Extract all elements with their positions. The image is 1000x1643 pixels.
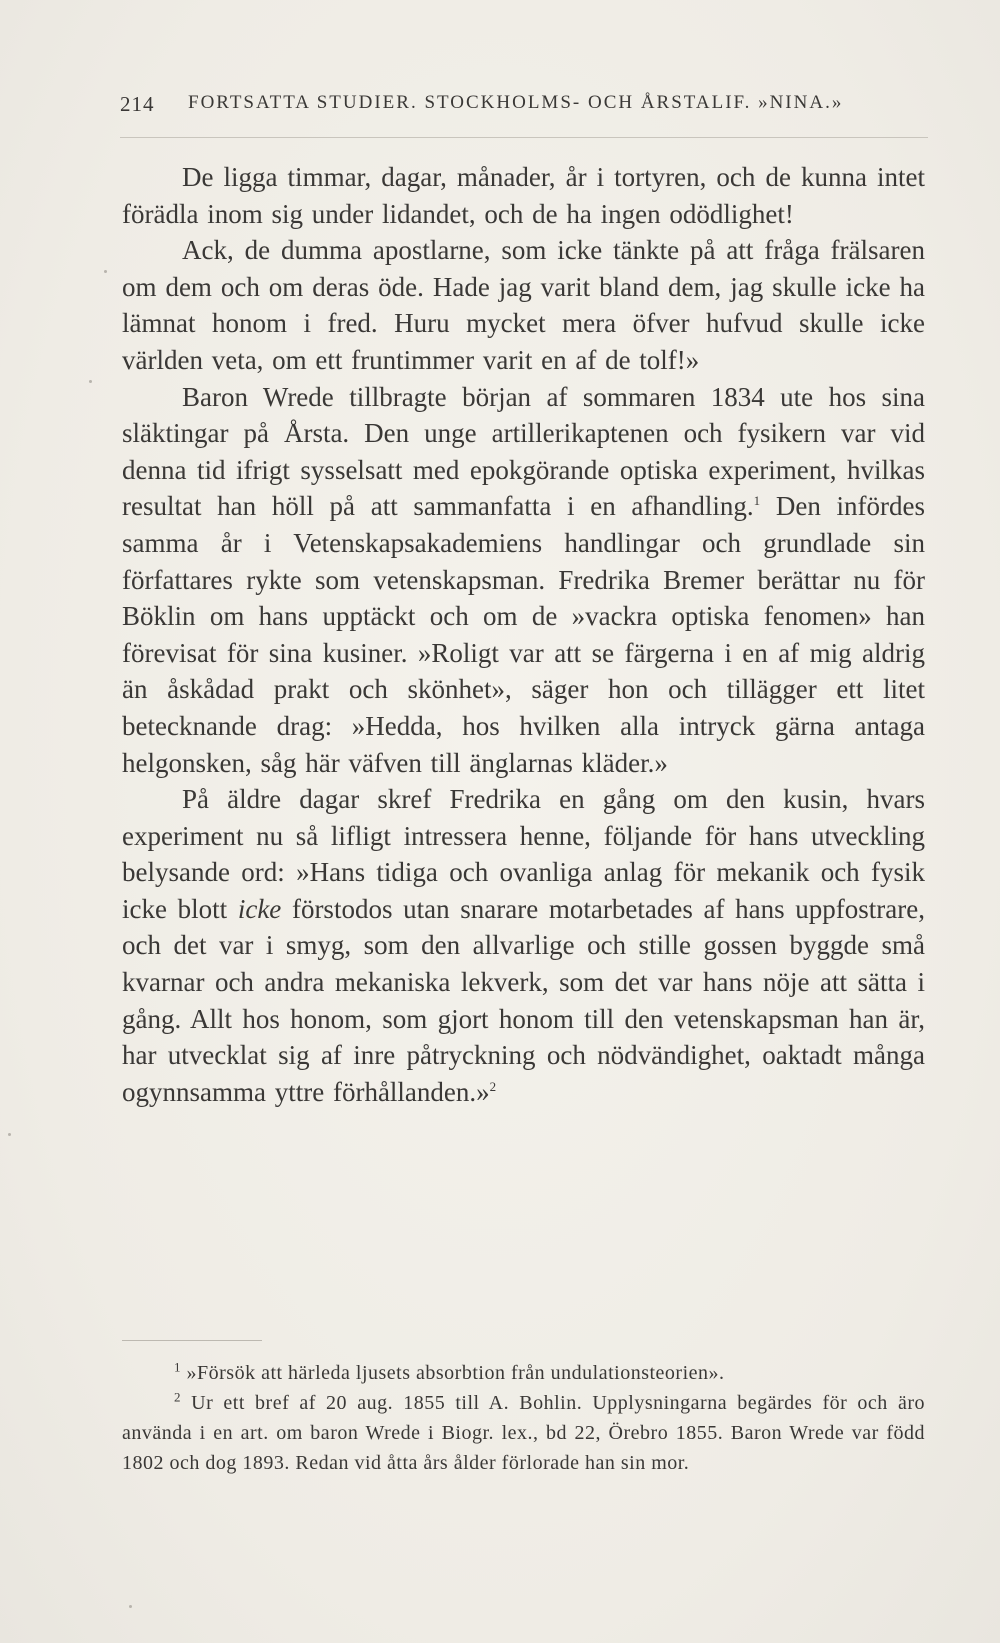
paragraph-1-text: De ligga timmar, dagar, månader, år i tortyren, och de kunna intet förädla inom sig under lidandet, och de ha ingen odödlighet!	[122, 162, 925, 229]
running-title: FORTSATTA STUDIER. STOCKHOLMS- OCH ÅRSTALIF. »NINA.»	[188, 92, 844, 113]
paragraph-3-text-a: Baron Wrede tillbragte början af sommaren 1834 ute hos sina släktingar på Årsta. Den unge artillerikaptenen och fysikern var vid denna tid ifrigt sysselsatt med epokgörande optiska experiment, hvilkas resultat han höll på att sammanfatta i en afhandling.	[122, 381, 925, 522]
footnotes	[122, 1358, 925, 1478]
paper-speck	[104, 270, 107, 273]
italic-word: icke	[237, 893, 282, 924]
footnote-rule	[122, 1340, 262, 1341]
paper-speck	[8, 1133, 11, 1136]
paragraph-1	[122, 159, 925, 232]
footnote-ref-2: 2	[489, 1078, 497, 1094]
body-text	[122, 159, 925, 1110]
paragraph-4	[122, 781, 925, 1110]
paragraph-3-text-b: Den infördes samma år i Vetenskapsakademiens handlingar och grundlade sin författares rykte som vetenskapsman. Fredrika Bremer berättar nu för Böklin om hans upptäckt och om de »vackra optiska fenomen» han förevisat för sina kusiner. »Roligt var att se färgerna i en af mig aldrig än åskådad prakt och skönhet», säger hon och tillägger ett litet betecknande drag: »Hedda, hos hvilken alla intryck gärna antaga helgonsken, såg här väfven till änglarnas kläder.»	[122, 491, 925, 778]
paper-speck	[129, 1605, 132, 1608]
footnote-1-text: »Försök att härleda ljusets absorbtion från undulationsteorien».	[181, 1362, 725, 1384]
footnote-1	[122, 1358, 925, 1388]
paragraph-4-text-a: På äldre dagar skref Fredrika en gång om den kusin, hvars experiment nu så lifligt intressera henne, följande för hans utveckling belysande ord: »Hans tidiga och ovanliga anlag för mekanik och fysik icke blott	[122, 784, 925, 924]
paper-speck	[89, 380, 92, 383]
paragraph-3	[122, 379, 925, 782]
footnote-ref-1: 1	[753, 493, 761, 509]
footnote-2-mark: 2	[174, 1389, 181, 1405]
paragraph-2	[122, 232, 925, 378]
footnote-1-mark: 1	[174, 1359, 181, 1375]
footnote-2	[122, 1388, 925, 1478]
footnote-2-text: Ur ett bref af 20 aug. 1855 till A. Bohlin. Upplysningarna begärdes för och äro använda i en art. om baron Wrede i Biogr. lex., bd 22, Örebro 1855. Baron Wrede var född 1802 och dog 1893. Redan vid åtta års ålder förlorade han sin mor.	[122, 1392, 925, 1474]
paragraph-2-text: Ack, de dumma apostlarne, som icke tänkte på att fråga frälsaren om dem och om deras öde. Hade jag varit bland dem, jag skulle icke ha lämnat honom i fred. Huru mycket mera öfver hufvud skulle icke världen veta, om ett fruntimmer varit en af de tolf!»	[122, 235, 925, 375]
running-head	[120, 92, 930, 117]
header-rule	[120, 137, 928, 138]
paragraph-4-text-b: förstodos utan snarare motarbetades af hans uppfostrare, och det var i smyg, som den allvarlige och stille gossen byggde små kvarnar och andra mekaniska lekverk, som det var hans nöje att sätta i gång. Allt hos honom, som gjort honom till den vetenskapsman han är, har utvecklat sig af inre påtryckning och nödvändighet, oaktadt många ogynnsamma yttre förhållanden.»	[122, 893, 926, 1107]
page-number: 214	[120, 92, 155, 116]
